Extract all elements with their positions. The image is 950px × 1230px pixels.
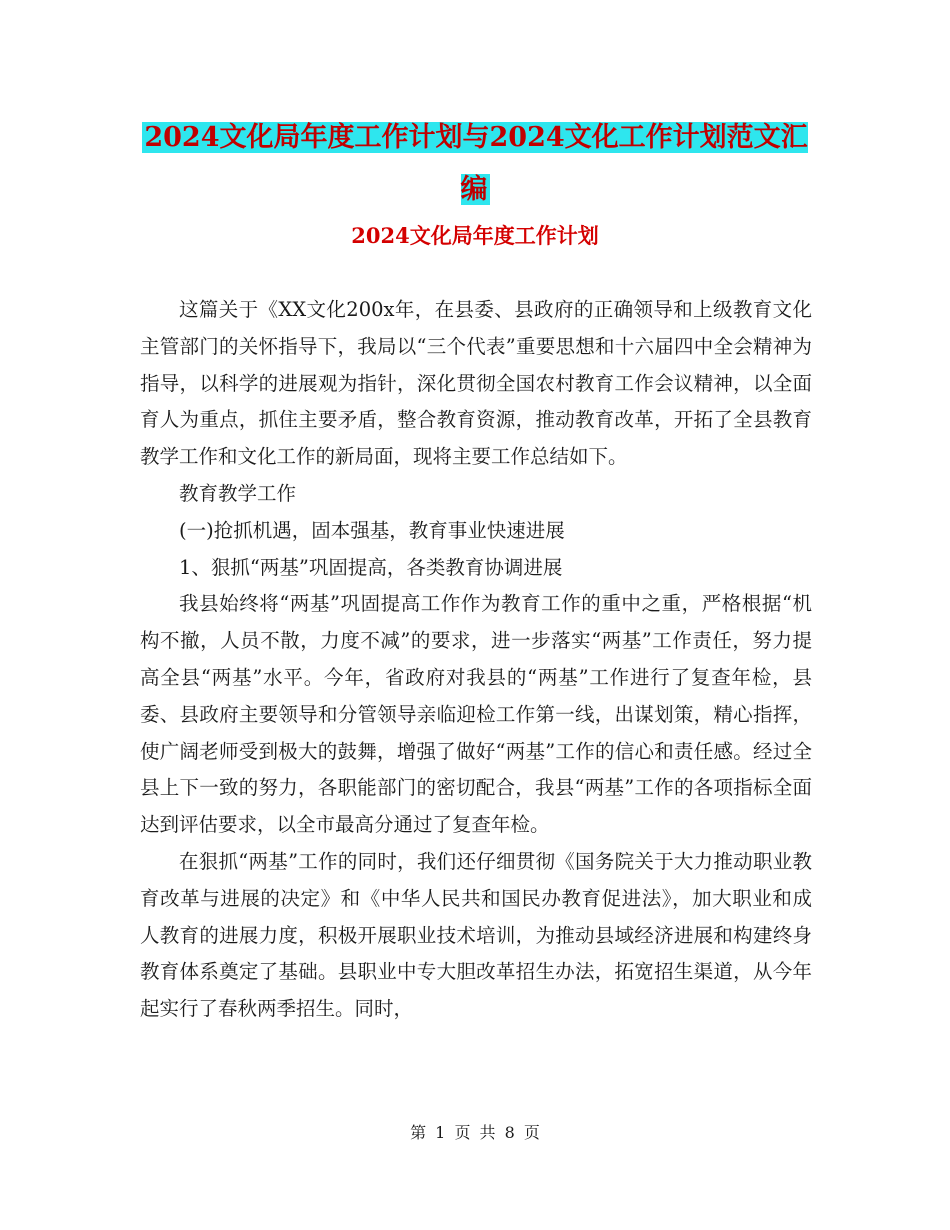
paragraph-body: 我县始终将“两基”巩固提高工作作为教育工作的重中之重，严格根据“机构不撤，人员不散，力度不减”的要求，进一步落实“两基”工作责任，努力提高全县“两基”水平。今年，省政府对我县的“两基”工作进行了复查年检，县委、县政府主要领导和分管领导亲临迎检工作第一线，出谋划策，精心指挥，使广阔老师受到极大的鼓舞，增强了做好“两基”工作的信心和责任感。经过全县上下一致的努力，各职能部门的密切配合，我县“两基”工作的各项指标全面达到评估要求，以全市最高分通过了复查年检。 — [140, 592, 812, 837]
section-heading: 2024文化局年度工作计划 — [351, 223, 599, 248]
page-footer: 第 1 页 共 8 页 — [410, 1123, 540, 1142]
paragraph-body: 在狠抓“两基”工作的同时，我们还仔细贯彻《国务院关于大力推动职业教育改革与进展的决定》和《中华人民共和国民办教育促进法》，加大职业和成人教育的进展力度，积极开展职业技术培训，为推动县域经济进展和构建终身教育体系奠定了基础。县职业中专大胆改革招生办法，拓宽招生渠道，从今年起实行了春秋两季招生。同时， — [140, 849, 812, 1021]
document-title-text: 2024文化局年度工作计划与2024文化工作计划范文汇编 — [144, 122, 808, 205]
paragraph-subheading: 1、狠抓“两基”巩固提高，各类教育协调进展 — [179, 555, 563, 579]
document-body — [140, 292, 812, 1028]
paragraph-subheading: (一)抢抓机遇，固本强基，教育事业快速进展 — [179, 518, 565, 542]
paragraph-intro: 这篇关于《XX文化200x年，在县委、县政府的正确领导和上级教育文化主管部门的关怀指导下，我局以“三个代表”重要思想和十六届四中全会精神为指导，以科学的进展观为指针，深化贯彻全国农村教育工作会议精神，以全面育人为重点，抓住主要矛盾，整合教育资源，推动教育改革，开拓了全县教育教学工作和文化工作的新局面，现将主要工作总结如下。 — [140, 298, 812, 469]
paragraph-subheading: 教育教学工作 — [179, 481, 297, 505]
document-title — [140, 112, 810, 216]
